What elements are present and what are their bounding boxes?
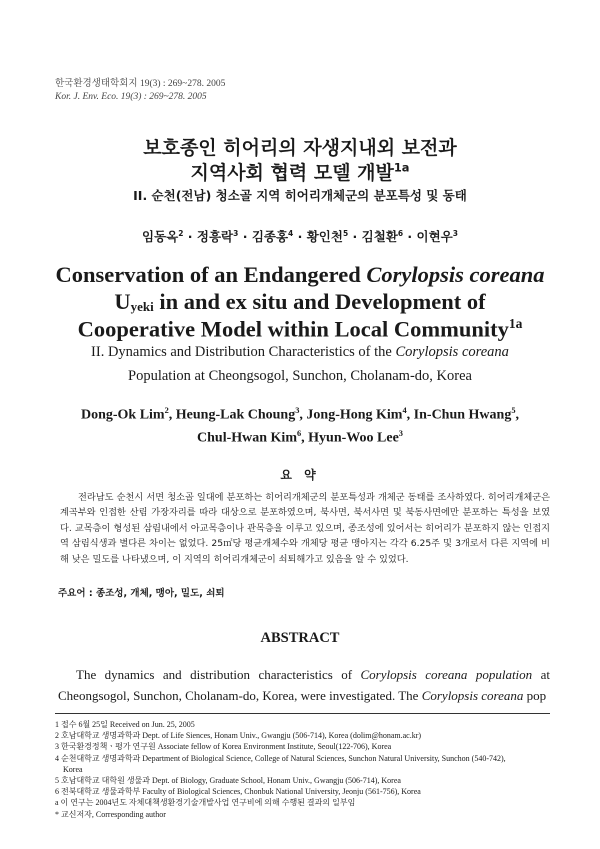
author-affiliation-mark: 5 xyxy=(511,406,516,415)
english-author: Jong-Hong Kim xyxy=(306,407,403,423)
abstract-run: pop xyxy=(523,688,547,703)
english-title-line3 xyxy=(0,316,600,343)
footnote-affiliation: 4 순천대학교 생명과학과 Department of Biological Science, College of Natural Sciences, Sunchon Natural University, Sunchon (540-742), xyxy=(55,753,506,763)
footnote-affiliation-continued: Korea xyxy=(63,764,83,774)
footnote-affiliation: 3 한국환경정책ㆍ평가 연구원 Associate fellow of Korea Environment Institute, Seoul(122-706), Korea xyxy=(55,742,392,752)
footnotes xyxy=(55,719,550,820)
author-affiliation-mark: 3 xyxy=(452,228,458,238)
footnote-divider xyxy=(55,713,550,714)
english-title-text: Cooperative Model within Local Community xyxy=(77,316,509,342)
english-authors-line1: Dong-Ok Lim$^2$, Heung-Lak Choung$^3$, Jong-Hong Kim$^4$, In-Chun Hwang$^5$, xyxy=(80,406,520,423)
korean-abstract-heading: 요 약 xyxy=(280,468,320,482)
author-affiliation-mark: 6 xyxy=(397,228,404,238)
footnote-funding: a 이 연구는 2004년도 자체대책생환경기술개발사업 연구비에 의해 수행된 결과의 일부임 xyxy=(55,798,356,808)
author-affiliation-mark: 3 xyxy=(295,406,300,415)
english-author: In-Chun Hwang xyxy=(413,407,512,423)
abstract-species-run: Corylopsis coreana population xyxy=(360,667,533,682)
journal-citation-korean: 한국환경생태학회지 19(3) : 269~278. 2005 xyxy=(55,79,226,89)
english-subtitle-species: Corylopsis coreana xyxy=(395,344,509,360)
english-abstract xyxy=(58,664,550,706)
author-affiliation-mark: 2 xyxy=(164,406,169,415)
footnote-affiliation: 5 호남대학교 대학원 생물과 Dept. of Biology, Graduate School, Honam Univ., Gwangju (506-714), Korea xyxy=(55,776,401,786)
english-subtitle-line2: Population at Cheongsogol, Sunchon, Cholanam-do, Korea xyxy=(128,368,472,384)
korean-title-line2-text: 지역사회 협력 모델 개발 xyxy=(190,162,394,184)
author-affiliation-mark: 4 xyxy=(402,406,407,415)
author-affiliation-mark: 3 xyxy=(233,228,239,238)
abstract-run: at Cheongsogol, Sunchon, Cholanam-do, Korea, were investigated. The xyxy=(58,667,550,703)
korean-author: 이현우 xyxy=(416,229,453,244)
korean-author: 임동옥 xyxy=(142,229,179,244)
english-author: Dong-Ok Lim xyxy=(80,407,165,423)
abstract-species-run: Corylopsis coreana xyxy=(421,688,524,703)
author-affiliation-mark: 4 xyxy=(288,228,294,238)
korean-abstract xyxy=(60,490,550,567)
english-authors-line2: Chul-Hwan Kim$^6$, Hyun-Woo Lee$^3$ xyxy=(197,429,403,446)
author-affiliation-mark: 3 xyxy=(398,429,403,438)
korean-abstract-text: 전라남도 순천시 서면 청소골 일대에 분포하는 히어리개체군의 분포특성과 개체군 동태를 조사하였다. 히어리개체군은 계곡부와 인접한 산림 가장자리를 따라 대상으로 분포하였으며, 북사면, 북서사면 및 북동사면에만 분포하는 특성을 보였다. 교목층이 형성된 삼림내에서 아교목층이나 관목층을 이루고 있으며, 종조성에 있어서는 히어리가 분포하지 않는 인접지역 삼림식생과 별다른 차이는 없었다. 25㎡당 평균개체수와 개체당 평균 맹아지는 각각 6.25주 및 3개로서 다른 지역에 비해 낮은 밀도를 나타냈으며, 이 지역의 히어리개체군이 쇠퇴해가고 있음을 알 수 있었다. xyxy=(60,492,550,565)
journal-citation xyxy=(55,78,225,104)
english-author: Heung-Lak Choung xyxy=(175,407,296,423)
english-author: Chul-Hwan Kim xyxy=(197,430,297,446)
english-abstract-text xyxy=(58,664,550,706)
footnote-affiliation: 6 전북대학교 생물과학부 Faculty of Biological Sciences, Chonbuk National University, Jeonju (561-756), Korea xyxy=(55,787,421,797)
english-title-authority-rest: yeki xyxy=(130,299,154,314)
english-title-footnote-mark: 1a xyxy=(508,316,523,331)
english-subtitle-text: II. Dynamics and Distribution Characteristics of the xyxy=(91,344,396,360)
korean-author: 정흥락 xyxy=(196,229,234,244)
footnote-corresponding: * 교신저자, Corresponding author xyxy=(55,809,166,819)
english-title-line2 xyxy=(0,289,600,315)
english-title-text: Conservation of an Endangered xyxy=(55,262,367,287)
keywords: 주요어 : 종조성, 개체, 맹아, 밀도, 쇠퇴 xyxy=(58,588,225,599)
abstract-run: The dynamics and distribution characteristics of xyxy=(76,667,361,682)
korean-subtitle: II. 순천(전남) 청소골 지역 히어리개체군의 분포특성 및 동태 xyxy=(133,188,467,203)
english-title-species: Corylopsis coreana xyxy=(366,262,545,287)
author-affiliation-mark: 6 xyxy=(296,429,302,438)
korean-author: 김철환 xyxy=(361,229,398,244)
author-affiliation-mark: 2 xyxy=(178,228,184,238)
korean-title-line1: 보호종인 히어리의 자생지내외 보전과 xyxy=(143,137,457,159)
footnote-received: 1 접수 6월 25일 Received on Jun. 25, 2005 xyxy=(55,720,195,729)
english-author: Hyun-Woo Lee xyxy=(308,430,399,446)
journal-citation-english: Kor. J. Env. Eco. 19(3) : 269~278. 2005 xyxy=(55,92,207,102)
korean-title-line2 xyxy=(0,158,600,185)
english-subtitle-line1 xyxy=(0,344,600,361)
footnote-affiliation: 2 호남대학교 생명과학과 Dept. of Life Siences, Honam Univ., Gwangju (506-714), Korea (dolim@honam.ac.kr) xyxy=(55,731,422,741)
korean-author: 김종홍 xyxy=(251,229,289,244)
korean-author: 황인천 xyxy=(306,229,343,244)
english-title-text: in and ex situ and Development of xyxy=(153,289,486,314)
english-title-line1 xyxy=(0,262,600,288)
abstract-heading: ABSTRACT xyxy=(260,630,340,646)
english-title-authority-u: U xyxy=(114,289,131,314)
korean-title-footnote-mark: 1a xyxy=(393,160,410,175)
korean-authors: 임동옥$^2$ · 정흥락$^3$ · 김종홍$^4$ · 황인천$^5$ · 김철환$^6$ · 이현우$^3$ xyxy=(142,228,458,244)
author-affiliation-mark: 5 xyxy=(342,228,349,238)
